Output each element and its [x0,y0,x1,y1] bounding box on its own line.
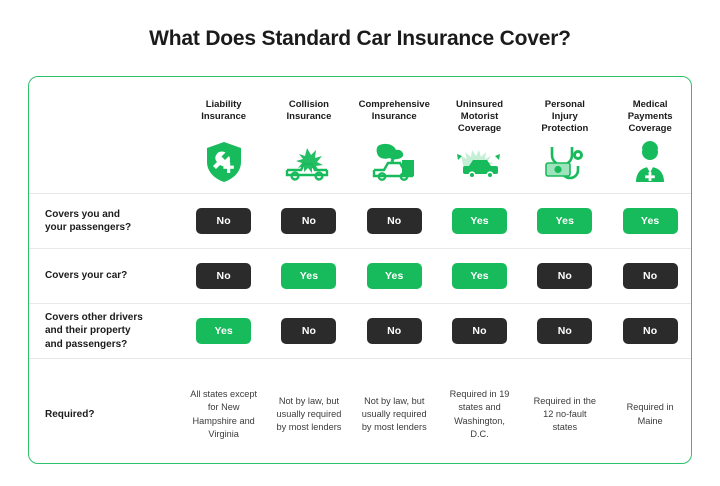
cell-required-liability: All states except for New Hampshire and Virginia [181,359,266,465]
cell-covers-you-liability [181,194,266,249]
cell-covers-others-liability [181,304,266,359]
cell-covers-others-medpay [607,304,692,359]
column-title: Uninsured Motorist Coverage [456,99,504,135]
column-header-uninsured-motorist [437,77,522,194]
table-row [29,194,692,249]
status-badge: No [196,263,251,289]
status-badge: No [623,318,678,344]
cell-covers-you-medpay [607,194,692,249]
table-header-row [29,77,692,194]
cell-required-collision: Not by law, but usually required by most lenders [266,359,351,465]
column-title: Collision Insurance [286,99,332,123]
cell-covers-you-uninsured [437,194,522,249]
column-header-medical-payments [607,77,692,194]
cell-covers-car-medpay [607,249,692,304]
status-badge: Yes [452,263,507,289]
column-title: Comprehensive Insurance [358,99,430,123]
cell-covers-others-pip [522,304,607,359]
cell-required-uninsured: Required in 19 states and Washington, D.C. [437,359,522,465]
cell-covers-others-collision [266,304,351,359]
status-badge: Yes [623,208,678,234]
status-badge: No [281,208,336,234]
falling-tree-car-icon [368,139,420,185]
car-collision-icon [453,139,507,185]
status-badge: Yes [281,263,336,289]
cell-covers-others-uninsured [437,304,522,359]
column-header-personal-injury [522,77,607,194]
status-badge: No [281,318,336,344]
status-badge: Yes [196,318,251,344]
status-badge: Yes [367,263,422,289]
status-badge: No [367,208,422,234]
status-badge: No [367,318,422,344]
row-label-covers-your-car: Covers your car? [29,249,181,304]
status-badge: No [196,208,251,234]
column-title: Personal Injury Protection [541,99,589,135]
doctor-icon [627,139,673,185]
table-row [29,304,692,359]
status-badge: No [452,318,507,344]
cell-covers-you-collision [266,194,351,249]
table-row [29,249,692,304]
table-row [29,359,692,465]
column-title: Medical Payments Coverage [627,99,673,135]
cell-covers-car-uninsured [437,249,522,304]
cell-required-comprehensive: Not by law, but usually required by most lenders [352,359,437,465]
status-badge: No [623,263,678,289]
page-title: What Does Standard Car Insurance Cover? [149,27,571,50]
row-label-required: Required? [29,359,181,465]
cell-covers-you-pip [522,194,607,249]
stethoscope-money-icon [540,139,590,185]
coverage-matrix-card [28,76,692,464]
shield-wrench-icon [203,139,245,185]
column-header-collision [266,77,351,194]
cell-covers-car-collision [266,249,351,304]
status-badge: Yes [452,208,507,234]
status-badge: No [537,263,592,289]
column-title: Liability Insurance [201,99,247,123]
cell-covers-you-comprehensive [352,194,437,249]
cell-required-pip: Required in the 12 no-fault states [522,359,607,465]
row-label-covers-you: Covers you and your passengers? [29,194,181,249]
corner-cell [29,77,181,194]
column-header-liability [181,77,266,194]
column-header-comprehensive [352,77,437,194]
status-badge: Yes [537,208,592,234]
status-badge: No [537,318,592,344]
car-crash-icon [283,139,335,185]
coverage-table [29,77,692,464]
cell-covers-others-comprehensive [352,304,437,359]
cell-covers-car-comprehensive [352,249,437,304]
cell-covers-car-pip [522,249,607,304]
cell-required-medpay: Required in Maine [607,359,692,465]
cell-covers-car-liability [181,249,266,304]
row-label-covers-other-drivers: Covers other drivers and their property and passengers? [29,304,181,359]
